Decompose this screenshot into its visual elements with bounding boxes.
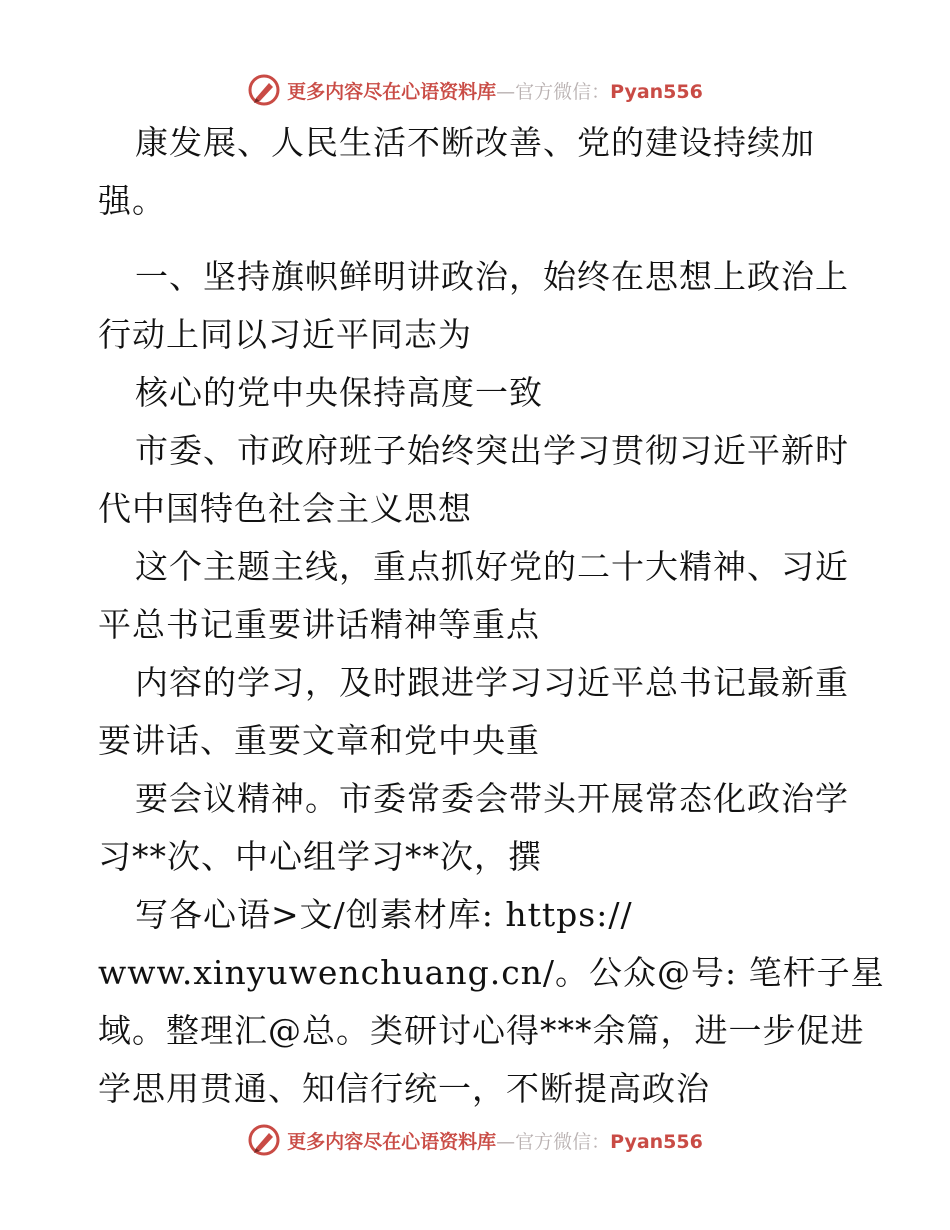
- footer-wechat-label: 官方微信：: [515, 1130, 611, 1153]
- body-line: 代中国特色社会主义思想: [98, 489, 472, 528]
- header-wechat-id: Pyan556: [610, 80, 703, 103]
- header-banner-text: [287, 77, 703, 104]
- body-line: 一、坚持旗帜鲜明讲政治，始终在思想上政治上: [135, 257, 849, 296]
- footer-banner: [0, 1120, 950, 1160]
- body-line: 强。: [98, 181, 166, 220]
- pen-logo-icon: [247, 1123, 281, 1157]
- header-banner: [0, 70, 950, 110]
- header-wechat-label: 官方微信：: [515, 80, 611, 103]
- header-separator: —: [496, 80, 516, 103]
- pen-logo-icon: [247, 73, 281, 107]
- body-line: 写各心语>文/创素材库: https://: [135, 895, 633, 934]
- body-line: www.xinyuwenchuang.cn/。公众@号: 笔杆子星: [98, 953, 885, 992]
- body-line: 习**次、中心组学习**次，撰: [98, 837, 542, 876]
- body-line: 域。整理汇@总。类研讨心得***余篇，进一步促进: [98, 1011, 865, 1050]
- header-site-name: 更多内容尽在心语资料库: [287, 80, 497, 103]
- body-line: 平总书记重要讲话精神等重点: [98, 605, 540, 644]
- body-line: 内容的学习，及时跟进学习习近平总书记最新重: [135, 663, 849, 702]
- footer-site-name: 更多内容尽在心语资料库: [287, 1130, 497, 1153]
- body-line: 市委、市政府班子始终突出学习贯彻习近平新时: [135, 431, 849, 470]
- document-body: [98, 123, 885, 1108]
- body-line: 核心的党中央保持高度一致: [135, 373, 543, 412]
- body-line: 这个主题主线，重点抓好党的二十大精神、习近: [135, 547, 849, 586]
- footer-banner-text: [287, 1127, 703, 1154]
- body-line: 要会议精神。市委常委会带头开展常态化政治学: [135, 779, 849, 818]
- footer-wechat-id: Pyan556: [610, 1130, 703, 1153]
- footer-separator: —: [496, 1130, 516, 1153]
- body-line: 行动上同以习近平同志为: [98, 315, 472, 354]
- body-line: 学思用贯通、知信行统一，不断提高政治: [98, 1069, 710, 1108]
- body-line: 康发展、人民生活不断改善、党的建设持续加: [135, 123, 815, 162]
- body-line: 要讲话、重要文章和党中央重: [98, 721, 540, 760]
